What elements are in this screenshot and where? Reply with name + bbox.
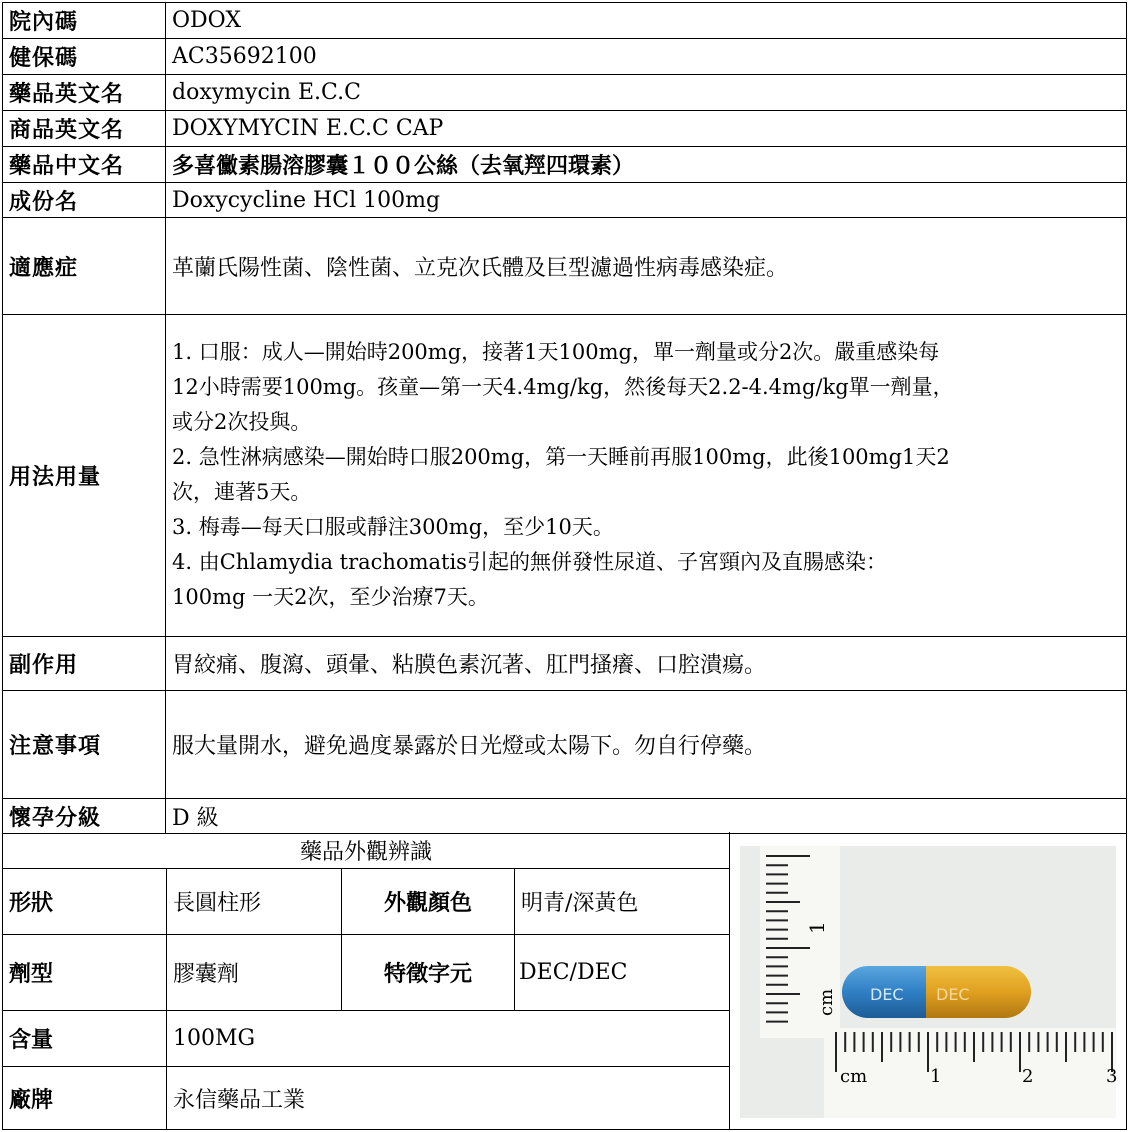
dosage-line: 3. 梅毒—每天口服或靜注300mg，至少10天。 (172, 515, 614, 539)
value-form: 膠囊劑 (173, 962, 240, 987)
row-precautions (2, 691, 1127, 799)
value-dosage (166, 315, 1126, 636)
row-ingredient (2, 183, 1127, 218)
value-strength: 100MG (173, 1026, 256, 1051)
label-shape: 形狀 (9, 890, 54, 916)
label-drug-chinese-name: 藥品中文名 (3, 147, 166, 182)
row-indications (2, 218, 1127, 315)
label-precautions: 注意事項 (3, 691, 166, 798)
dosage-line: 1. 口服：成人—開始時200mg，接著1天100mg，單一劑量或分2次。嚴重感染每 (172, 340, 940, 364)
dosage-line: 次，連著5天。 (172, 480, 312, 504)
capsule-imprint-left: DEC (870, 985, 904, 1004)
vertical-ruler-unit: cm (816, 988, 837, 1016)
dosage-line: 100mg 一天2次，至少治療7天。 (172, 585, 489, 609)
horizontal-ruler (824, 1028, 1116, 1118)
dosage-line: 12小時需要100mg。孩童—第一天4.4mg/kg，然後每天2.2-4.4mg/kg單一劑量， (172, 375, 954, 399)
row-pregnancy-category (2, 799, 1127, 834)
dosage-line: 或分2次投與。 (172, 410, 312, 434)
value-hospital-code: ODOX (172, 8, 241, 33)
appearance-table (2, 832, 730, 1130)
appearance-header: 藥品外觀辨識 (299, 839, 432, 865)
capsule-imprint-right: DEC (936, 985, 970, 1004)
value-manufacturer: 永信藥品工業 (173, 1087, 306, 1113)
label-imprint: 特徵字元 (383, 961, 472, 987)
label-color: 外觀顏色 (383, 890, 472, 916)
label-insurance-code: 健保碼 (3, 39, 166, 74)
horizontal-ruler-mark: 1 (930, 1066, 942, 1087)
value-brand-english-name: DOXYMYCIN E.C.C CAP (172, 116, 444, 141)
capsule (842, 966, 1031, 1018)
value-indications: 革蘭氏陽性菌、陰性菌、立克次氏體及巨型濾過性病毒感染症。 (172, 255, 789, 281)
horizontal-ruler-mark: 2 (1022, 1066, 1034, 1087)
value-precautions: 服大量開水，避免過度暴露於日光燈或太陽下。勿自行停藥。 (172, 734, 767, 759)
row-dosage (2, 315, 1127, 637)
label-hospital-code: 院內碼 (3, 3, 166, 38)
value-drug-chinese-name: 多喜黴素腸溶膠囊１００公絲（去氧羥四環素） (172, 153, 635, 179)
appearance-section (2, 832, 1127, 1130)
capsule-photo-svg (740, 846, 1116, 1118)
row-hospital-code (2, 2, 1127, 39)
value-ingredient: Doxycycline HCl 100mg (172, 187, 441, 213)
row-insurance-code (2, 39, 1127, 75)
dosage-line: 2. 急性淋病感染—開始時口服200mg，第一天睡前再服100mg，此後100mg1天2 (172, 445, 950, 469)
row-drug-english-name (2, 75, 1127, 111)
value-insurance-code: AC35692100 (172, 44, 317, 69)
dosage-line: 4. 由Chlamydia trachomatis引起的無併發性尿道、子宮頸內及直腸感染： (172, 550, 887, 574)
label-side-effects: 副作用 (3, 637, 166, 690)
label-strength: 含量 (9, 1027, 54, 1053)
horizontal-ruler-mark: 3 (1106, 1066, 1118, 1087)
value-imprint: DEC/DEC (519, 960, 628, 985)
label-ingredient: 成份名 (3, 183, 166, 217)
label-indications: 適應症 (3, 218, 166, 314)
label-manufacturer: 廠牌 (9, 1086, 54, 1113)
value-color: 明青/深黃色 (521, 891, 639, 916)
label-drug-english-name: 藥品英文名 (3, 75, 166, 110)
vertical-ruler-label: 1 (805, 921, 829, 934)
label-brand-english-name: 商品英文名 (3, 111, 166, 146)
capsule-photo-frame (730, 832, 1127, 1130)
value-drug-english-name: doxymycin E.C.C (172, 80, 361, 105)
value-shape: 長圓柱形 (173, 891, 262, 916)
label-form: 劑型 (9, 961, 54, 987)
value-pregnancy-category: D 級 (172, 805, 219, 831)
row-brand-english-name (2, 111, 1127, 147)
row-drug-chinese-name (2, 147, 1127, 183)
label-dosage: 用法用量 (3, 315, 166, 636)
label-pregnancy-category: 懷孕分級 (3, 799, 166, 833)
horizontal-ruler-unit: cm (840, 1066, 868, 1087)
value-side-effects: 胃絞痛、腹瀉、頭暈、粘膜色素沉著、肛門搔癢、口腔潰瘍。 (172, 653, 767, 678)
capsule-photo (740, 846, 1116, 1118)
row-side-effects (2, 637, 1127, 691)
